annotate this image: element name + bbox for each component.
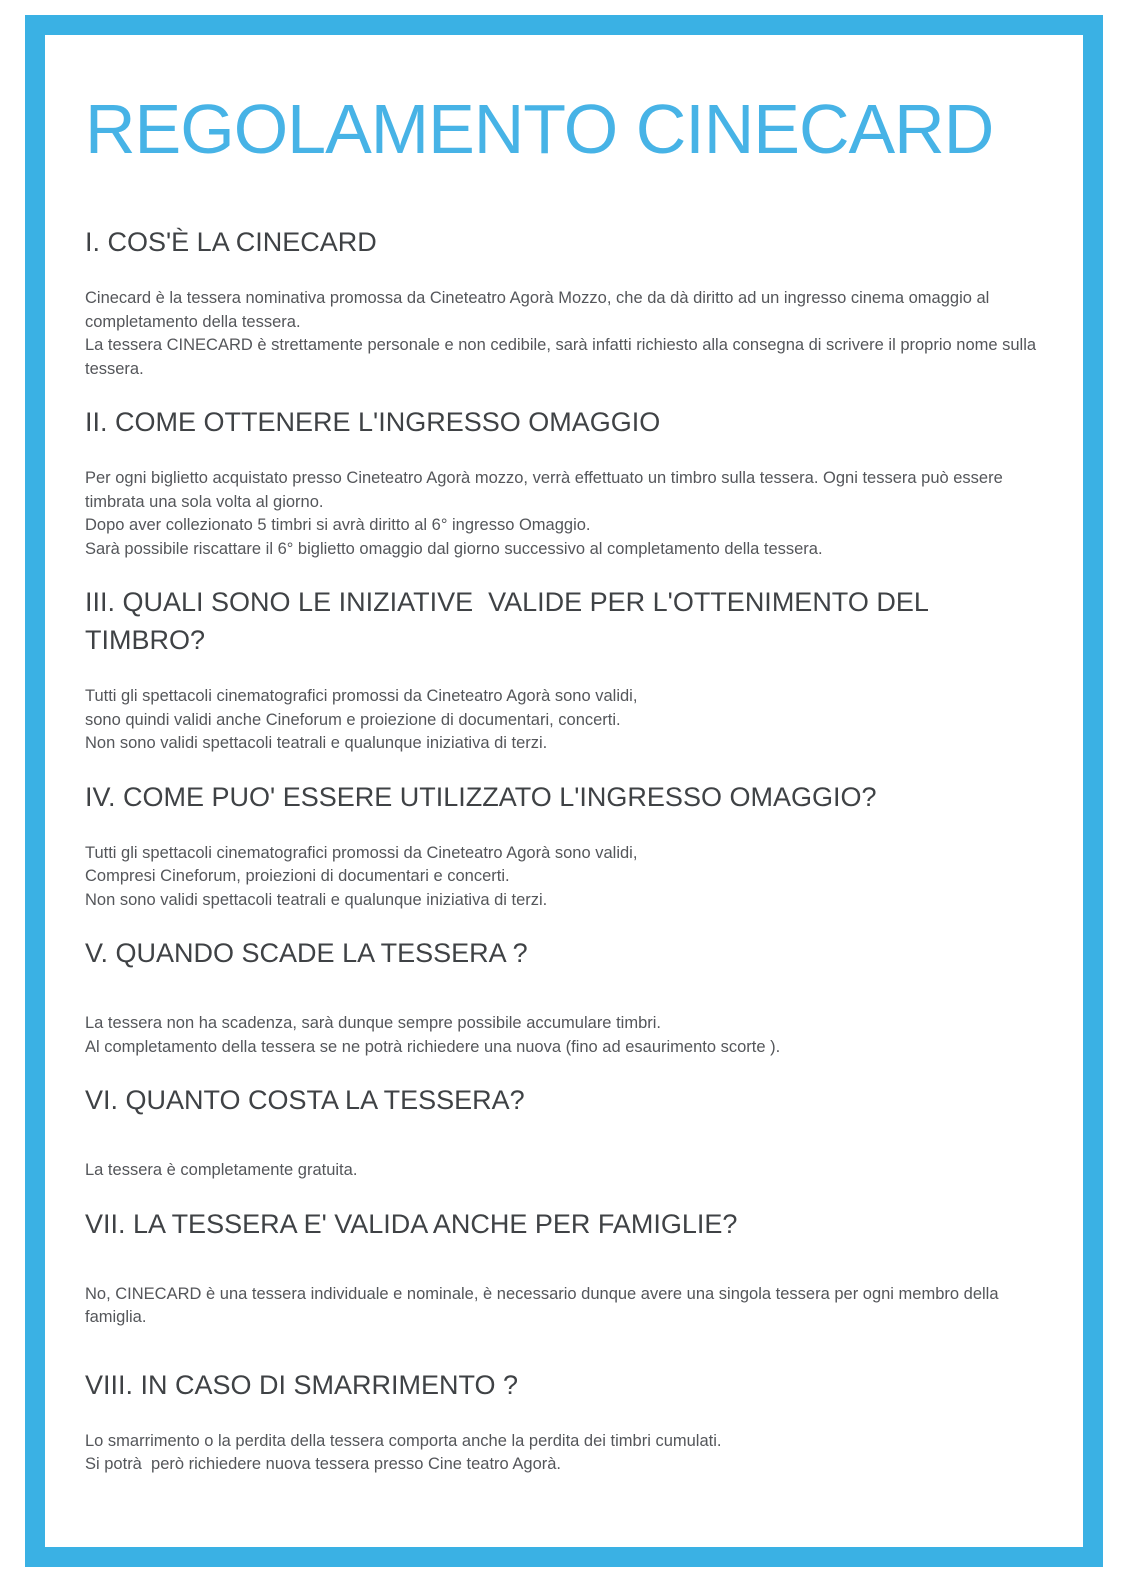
section-heading: IV. COME PUO' ESSERE UTILIZZATO L'INGRESSO OMAGGIO?	[85, 781, 877, 812]
document-section	[85, 934, 1038, 1059]
section-heading: III. QUALI SONO LE INIZIATIVE VALIDE PER L'OTTENIMENTO DEL TIMBRO?	[85, 587, 935, 655]
document-section	[85, 1205, 1038, 1330]
section-heading: VII. LA TESSERA E' VALIDA ANCHE PER FAMIGLIE?	[85, 1208, 738, 1239]
page-border-frame	[25, 15, 1103, 1567]
document-section	[85, 403, 1038, 561]
section-heading: VIII. IN CASO DI SMARRIMENTO ?	[85, 1369, 519, 1400]
document-section	[85, 1081, 1038, 1183]
section-heading: II. COME OTTENERE L'INGRESSO OMAGGIO	[85, 407, 661, 437]
document-section	[85, 778, 1038, 913]
section-paragraph: Per ogni biglietto acquistato presso Cineteatro Agorà mozzo, verrà effettuato un timbro sulla tessera. Ogni tessera può essere timbrata una sola volta al giorno. Dopo aver collezionato 5 timbri si avrà diritto al 6° ingresso Omaggio. Sarà possibile riscattare il 6° biglietto omaggio dal giorno successivo al completamento della tessera.	[85, 469, 1008, 558]
section-paragraph: Cinecard è la tessera nominativa promossa da Cineteatro Agorà Mozzo, che da dà diritto ad un ingresso cinema omaggio al completamento della tessera. La tessera CINECARD è strettamente personale e non cedibile, sarà infatti richiesto alla consegna di scrivere il proprio nome sulla tessera.	[85, 289, 1041, 378]
document-section	[85, 1366, 1038, 1477]
section-paragraph: Tutti gli spettacoli cinematografici promossi da Cineteatro Agorà sono validi, sono quindi validi anche Cineforum e proiezione di documentari, concerti. Non sono validi spettacoli teatrali e qualunque iniziativa di terzi.	[85, 687, 638, 752]
section-paragraph: La tessera non ha scadenza, sarà dunque sempre possibile accumulare timbri. Al completamento della tessera se ne potrà richiedere una nuova (fino ad esaurimento scorte ).	[85, 1014, 781, 1056]
section-paragraph: La tessera è completamente gratuita.	[85, 1161, 358, 1179]
section-paragraph: Lo smarrimento o la perdita della tessera comporta anche la perdita dei timbri cumulati. Si potrà però richiedere nuova tessera presso Cine teatro Agorà.	[85, 1431, 722, 1473]
document-content	[45, 35, 1083, 1477]
section-heading: VI. QUANTO COSTA LA TESSERA?	[85, 1085, 525, 1115]
section-paragraph: Tutti gli spettacoli cinematografici promossi da Cineteatro Agorà sono validi, Compresi Cineforum, proiezioni di documentari e concerti. Non sono validi spettacoli teatrali e qualunque iniziativa di terzi.	[85, 843, 638, 909]
section-paragraph: No, CINECARD è una tessera individuale e nominale, è necessario dunque avere una singola tessera per ogni membro della famiglia.	[85, 1284, 1004, 1326]
sections-container	[85, 223, 1041, 1477]
document-title: REGOLAMENTO CINECARD	[85, 90, 994, 168]
section-heading: I. COS'È LA CINECARD	[85, 227, 377, 257]
document-section	[85, 583, 1038, 756]
document-section	[85, 223, 1041, 381]
section-heading: V. QUANDO SCADE LA TESSERA ?	[85, 938, 528, 968]
